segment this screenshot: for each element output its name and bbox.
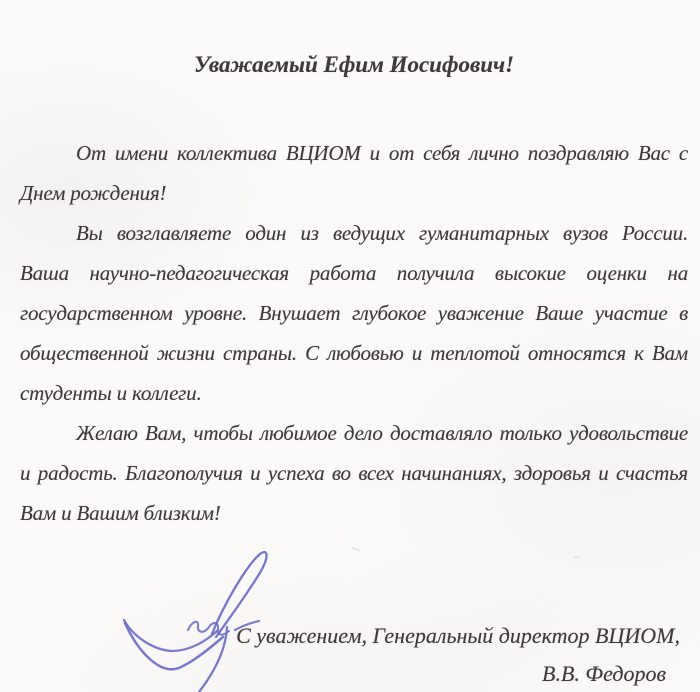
letter-line: Вам и Вашим близким!: [20, 501, 221, 525]
letter-body: [20, 133, 688, 533]
letter-line: Вы возглавляете один из ведущих гуманитарных вузов России.: [76, 221, 688, 245]
letter-line: От имени коллектива ВЦИОМ и от себя лично поздравляю Вас с: [76, 141, 688, 165]
letter-line: государственном уровне. Внушает глубокое уважение Ваше участие в: [20, 301, 688, 325]
scan-speck: [574, 555, 580, 558]
letter-salutation: Уважаемый Ефим Иосифович!: [193, 52, 515, 77]
letter-line: и радость. Благополучия и успеха во всех начинаниях, здоровья и счастья: [20, 461, 688, 485]
scan-speck: [351, 547, 360, 552]
closing-title-line: С уважением, Генеральный директор ВЦИОМ,: [236, 623, 680, 648]
letter-line: Ваша научно-педагогическая работа получила высокие оценки на: [20, 261, 688, 285]
closing-name-line: В.В. Федоров: [542, 661, 666, 686]
letter-closing: [20, 617, 680, 692]
letter-line: общественной жизни страны. С любовью и теплотой относятся к Вам: [20, 341, 688, 365]
letter-line: Днем рождения!: [20, 181, 167, 205]
letter-line: студенты и коллеги.: [20, 381, 202, 405]
letter-line: Желаю Вам, чтобы любимое дело доставляло только удовольствие: [76, 421, 688, 445]
